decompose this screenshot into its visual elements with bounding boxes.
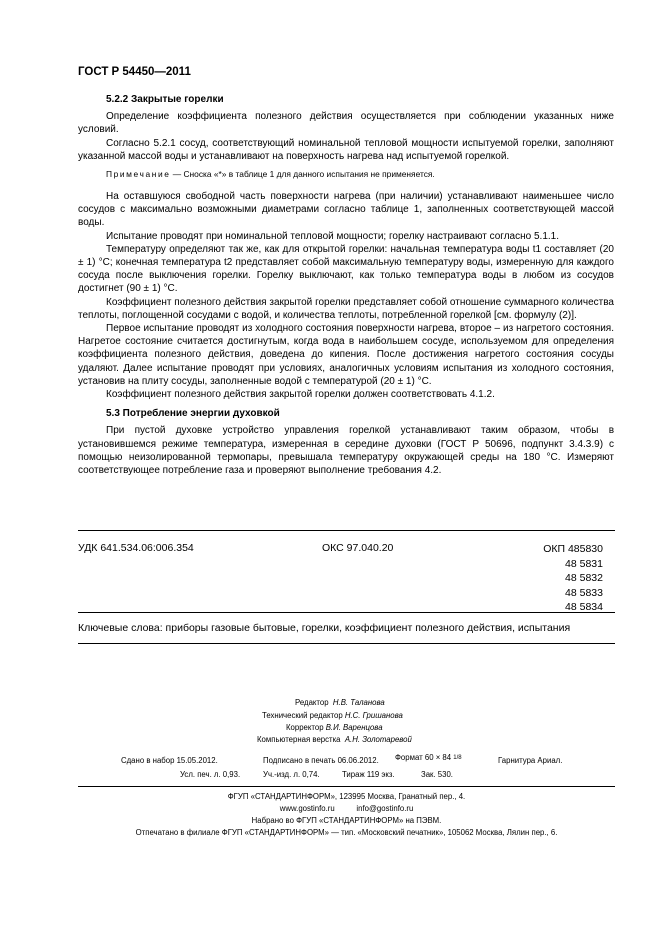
okp-code: 48 5832: [565, 572, 603, 585]
note-text: — Сноска «*» в таблице 1 для данного испытания не применяется.: [170, 169, 435, 180]
okp-codes: [538, 542, 603, 615]
section-heading-5-3: 5.3 Потребление энергии духовкой: [106, 408, 280, 420]
order-number: Зак. 530.: [421, 770, 453, 779]
print-format: Формат 60 × 84 1/8: [395, 753, 462, 762]
layout-line: Компьютерная верстка А.Н. Золотаревой: [257, 735, 412, 744]
typeset-note: Набрано во ФГУП «СТАНДАРТИНФОРМ» на ПЭВМ.: [251, 816, 442, 825]
corrector-line: Корректор В.И. Варенцова: [286, 723, 383, 732]
pub-sheets: Уч.-изд. л. 0,74.: [263, 770, 320, 779]
paragraph: Определение коэффициента полезного действия осуществляется при соблюдении указанных ниже условий.: [78, 111, 614, 136]
paragraph: Коэффициент полезного действия закрытой горелки представляет собой отношение суммарного количества теплоты, поглощенной сосудами с водой, и количества теплоты, потребленной горелкой [см. формулу (2)].: [78, 296, 614, 321]
document-body: [78, 93, 614, 477]
okp-code: 48 5831: [565, 557, 603, 570]
oks-code: ОКС 97.040.20: [322, 542, 394, 554]
submitted-date: Сдано в набор 15.05.2012.: [121, 756, 218, 765]
print-sheets: Усл. печ. л. 0,93.: [180, 770, 241, 779]
document-header: ГОСТ Р 54450—2011: [78, 66, 191, 78]
paragraph: При пустой духовке устройство управления горелкой устанавливают таким образом, чтобы в установившемся режиме температура, измеренная в середине духовки (ГОСТ Р 50696, подпункт 3.4.3.9) с помощью неизолированной термопары, превышала температуру окружающей среды на 180 °C. Измеряют соответствующее потребление газа и проверяют выполнение требования 4.2.: [78, 425, 614, 477]
publisher-email[interactable]: info@gostinfo.ru: [356, 804, 414, 813]
section-heading-5-2-2: 5.2.2 Закрытые горелки: [106, 94, 224, 105]
paragraph: Испытание проводят при номинальной тепловой мощности; горелку настраивают согласно 5.1.1.: [106, 230, 560, 242]
publisher-address: ФГУП «СТАНДАРТИНФОРМ», 123995 Москва, Гранатный пер., 4.: [227, 792, 466, 801]
print-run: Тираж 119 экз.: [342, 770, 395, 779]
publisher-contacts: [78, 804, 615, 813]
printed-note: Отпечатано в филиале ФГУП «СТАНДАРТИНФОРМ» — тип. «Московский печатник», 105062 Москва, Лялин пер., 6.: [135, 828, 558, 837]
keywords: Ключевые слова: приборы газовые бытовые, горелки, коэффициент полезного действия, испытания: [78, 622, 571, 634]
okp-code: 48 5834: [565, 601, 603, 614]
note-label: Примечание: [106, 169, 171, 180]
divider-imprint: [78, 786, 615, 787]
udk-code: УДК 641.534.06:006.354: [78, 542, 194, 554]
signed-date: Подписано в печать 06.06.2012.: [263, 756, 379, 765]
paragraph: Первое испытание проводят из холодного состояния поверхности нагрева, второе – из нагретого состояния. Нагретое состояние считается достигнутым, когда вода в наибольшем сосуде, используемом для определения коэффициента полезного действия, доведена до кипения. После достижения нагретого состояния сосуды удаляют. Далее испытание проводят при условиях, аналогичных условиям испытания из холодного состояния, установив на плиту сосуды, заполненные водой с температурой (20 ± 1) °C.: [78, 323, 614, 387]
paragraph: Согласно 5.2.1 сосуд, соответствующий номинальной тепловой мощности испытуемой горелки, заполняют указанной массой воды и устанавливают на поверхность нагрева над испытуемой горелкой.: [78, 137, 614, 162]
paragraph: Коэффициент полезного действия закрытой горелки должен соответствовать 4.1.2.: [106, 389, 495, 401]
tech-editor-line: Технический редактор Н.С. Гришанова: [262, 711, 403, 720]
divider-middle: [78, 612, 615, 613]
paragraph: Температуру определяют так же, как для открытой горелки: начальная температура воды t1 составляет (20 ± 1) °C; конечная температура t2 представляет собой максимальную температуру воды, измеренную для каждого сосуда после выключения горелки. Горелку выключают, как только температура воды в любом из сосудов достигнет (90 ± 1) °C.: [78, 243, 614, 295]
note: [78, 169, 614, 180]
typeface: Гарнитура Ариал.: [498, 756, 563, 765]
editor-line: Редактор Н.В. Таланова: [295, 698, 385, 707]
publisher-website[interactable]: www.gostinfo.ru: [279, 804, 335, 813]
divider-top: [78, 530, 615, 531]
paragraph: На оставшуюся свободной часть поверхности нагрева (при наличии) устанавливают наименьшее число сосудов с максимально возможными диаметрами согласно таблице 1, заполненных соответствующей массой воды.: [78, 191, 614, 229]
okp-code: 48 5833: [565, 586, 603, 599]
okp-code: ОКП 485830: [543, 543, 603, 555]
divider-bottom: [78, 643, 615, 644]
